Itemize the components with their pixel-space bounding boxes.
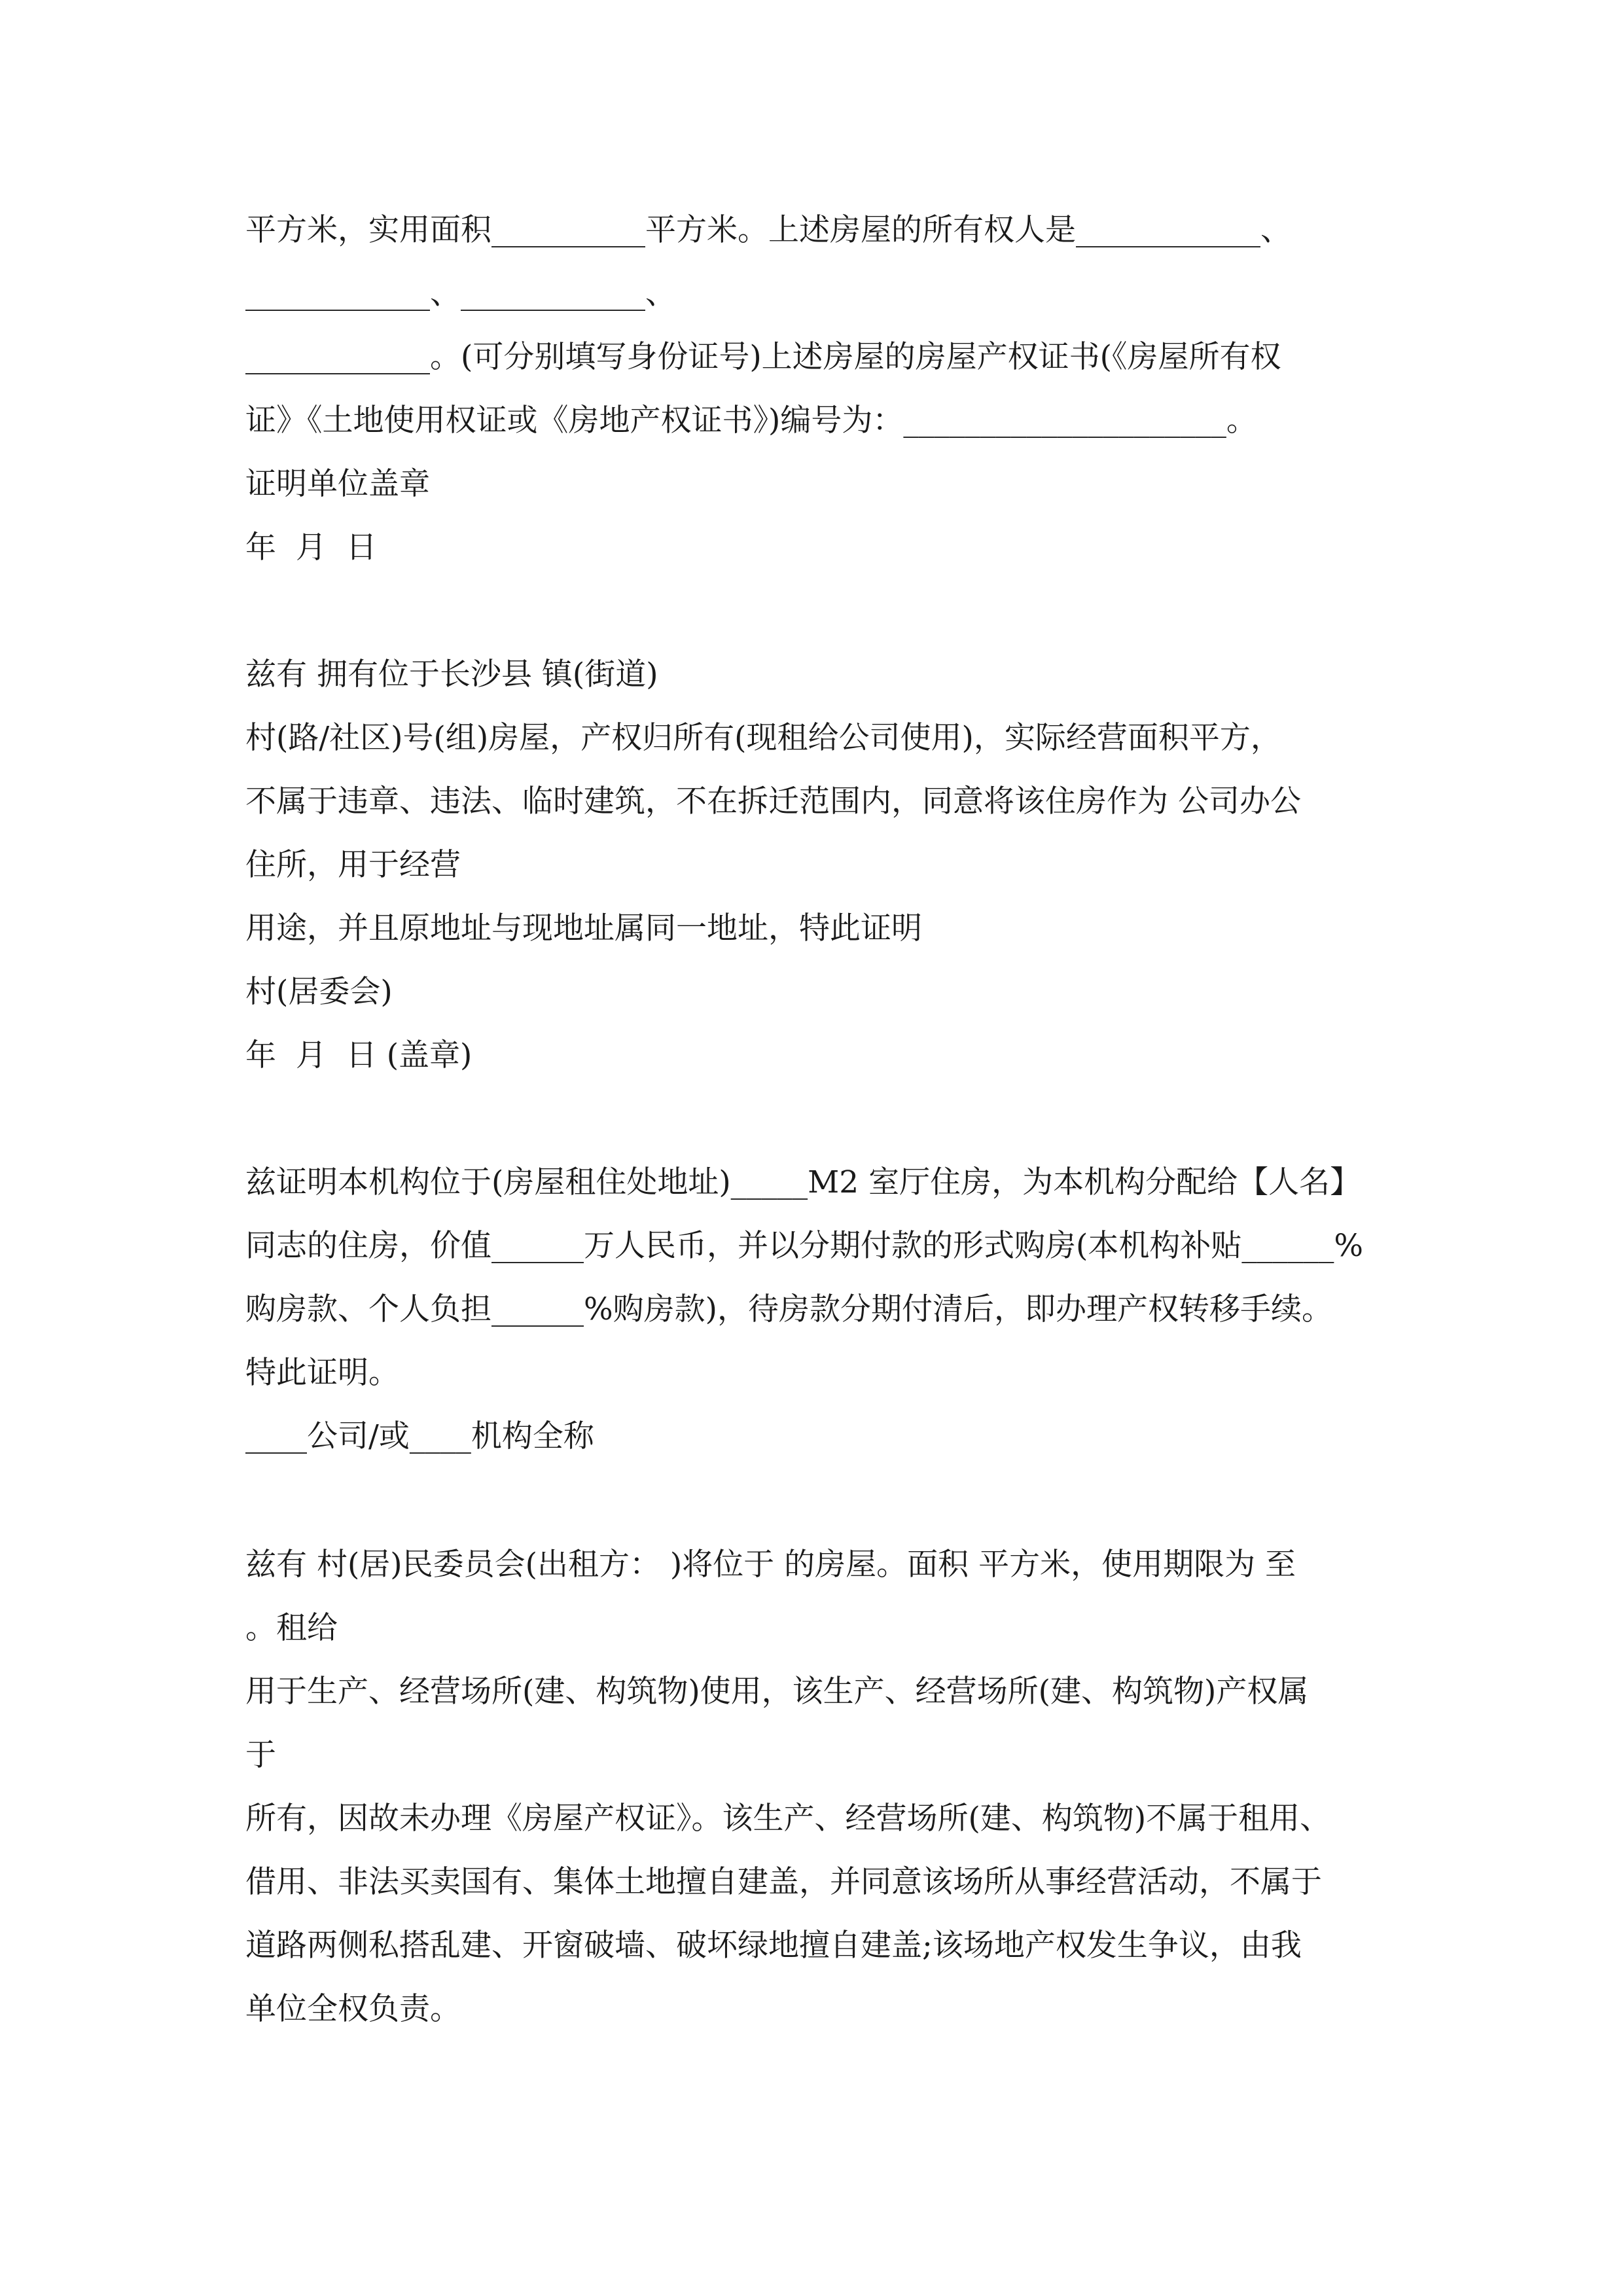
paragraph-line: 特此证明。 bbox=[245, 1355, 399, 1391]
paragraph-line: 证》《土地使用权证或《房地产权证书》)编号为：_____________________。 bbox=[245, 403, 1257, 439]
paragraph-line: 平方米，实用面积__________平方米。上述房屋的所有权人是____________、 bbox=[245, 212, 1291, 248]
paragraph-line: 不属于违章、违法、临时建筑，不在拆迁范围内，同意将该住房作为 公司办公 bbox=[245, 783, 1301, 819]
paragraph-line: 用途，并且原地址与现地址属同一地址，特此证明 bbox=[245, 910, 922, 946]
signer-label: 村(居委会) bbox=[245, 974, 393, 1010]
paragraph-line: 兹有 村(居)民委员会(出租方： )将位于 的房屋。面积 平方米，使用期限为 至 bbox=[245, 1547, 1296, 1583]
paragraph-line: 兹证明本机构位于(房屋租住处地址)_____M2 室厅住房，为本机构分配给【人名】 bbox=[245, 1164, 1361, 1200]
paragraph-line: 用于生产、经营场所(建、构筑物)使用，该生产、经营场所(建、构筑物)产权属 bbox=[245, 1674, 1309, 1710]
paragraph-line: 同志的住房，价值______万人民币，并以分期付款的形式购房(本机构补贴______% bbox=[245, 1228, 1363, 1264]
stamp-label: 证明单位盖章 bbox=[245, 466, 430, 502]
paragraph-line: 借用、非法买卖国有、集体土地擅自建盖，并同意该场所从事经营活动，不属于 bbox=[245, 1864, 1322, 1900]
paragraph-line: 所有，因故未办理《房屋产权证》。该生产、经营场所(建、构筑物)不属于租用、 bbox=[245, 1801, 1331, 1837]
paragraph-line: 购房款、个人负担______%购房款)，待房款分期付清后，即办理产权转移手续。 bbox=[245, 1291, 1332, 1327]
paragraph-line: 村(路/社区)号(组)房屋，产权归所有(现租给公司使用)，实际经营面积平方， bbox=[245, 720, 1281, 756]
paragraph-line: 。租给 bbox=[245, 1610, 338, 1646]
date-label: 年 月 日 (盖章) bbox=[245, 1037, 473, 1073]
paragraph-line: 道路两侧私搭乱建、开窗破墙、破坏绿地擅自建盖;该场地产权发生争议，由我 bbox=[245, 1928, 1302, 1964]
paragraph-line: 于 bbox=[245, 1737, 276, 1773]
date-label: 年 月 日 bbox=[245, 529, 377, 565]
paragraph-line: 住所，用于经营 bbox=[245, 847, 461, 883]
paragraph-line: ____________、____________、 bbox=[245, 276, 676, 312]
paragraph-line: 兹有 拥有位于长沙县 镇(街道) bbox=[245, 656, 658, 692]
signer-label: ____公司/或____机构全称 bbox=[245, 1418, 594, 1454]
paragraph-line: ____________。(可分别填写身份证号)上述房屋的房屋产权证书(《房屋所有权 bbox=[245, 339, 1281, 375]
paragraph-line: 单位全权负责。 bbox=[245, 1991, 461, 2027]
